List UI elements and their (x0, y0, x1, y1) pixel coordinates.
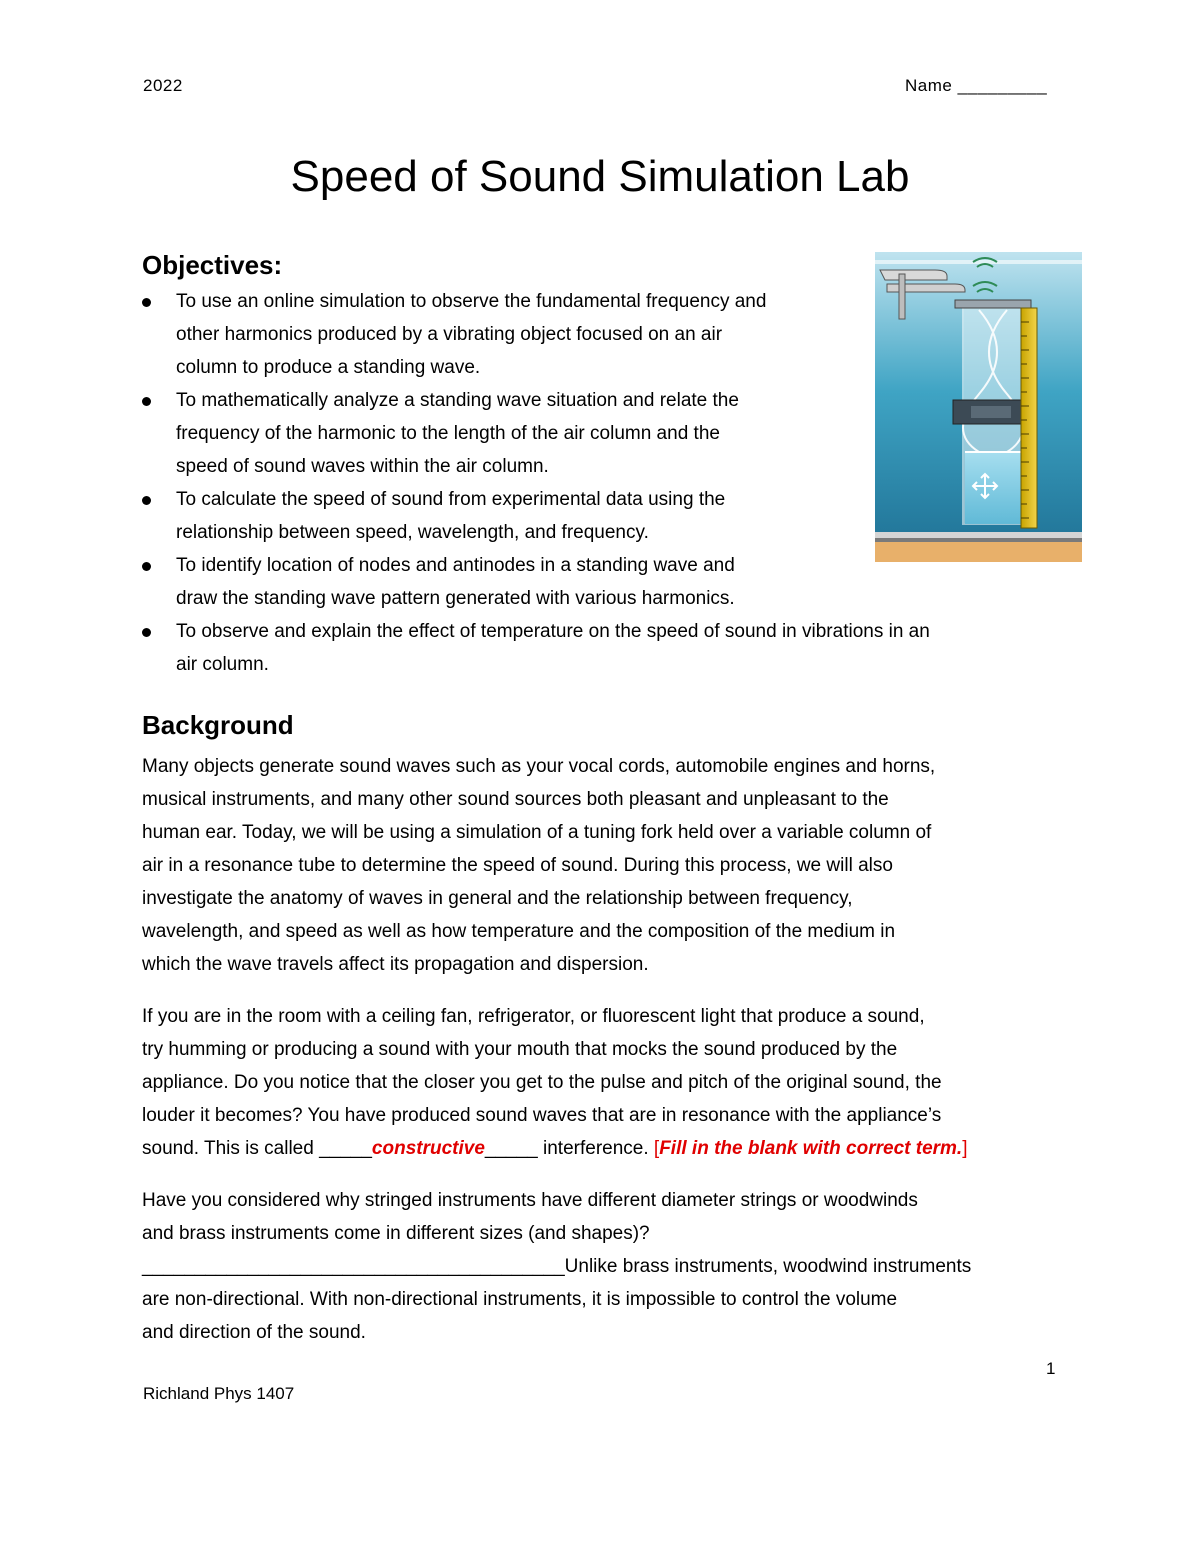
footer-course: Richland Phys 1407 (143, 1384, 295, 1403)
page-number: 1 (1046, 1359, 1056, 1378)
bullet-icon (142, 562, 151, 571)
bullet-icon (142, 298, 151, 307)
objective-item: To mathematically analyze a standing wave situation and relate the frequency of the harmonic to the length of the air column and the speed of sound waves within the air column. (176, 384, 739, 483)
background-paragraph-1: Many objects generate sound waves such as your vocal cords, automobile engines and horns, musical instruments, and many other sound sources both pleasant and unpleasant to the human ear. Today, we will be using a simulation of a tuning fork held over a variable column of air in a resonance tube to determine the speed of sound. During this process, we will also investigate the anatomy of waves in general and the relationship between frequency, wavelength, and speed as well as how temperature and the composition of the medium in which the wave travels affect its propagation and dispersion. (142, 756, 936, 975)
header-name-field: Name _________ (905, 76, 1048, 95)
objective-item: To observe and explain the effect of temperature on the speed of sound in vibrations in an air column. (176, 615, 930, 681)
objectives-heading: Objectives: (142, 250, 283, 280)
background-paragraph-2: If you are in the room with a ceiling fan, refrigerator, or fluorescent light that produce a sound, try humming or producing a sound with your mouth that mocks the sound produced by the appliance. Do you notice that the closer you get to the pulse and pitch of the original sound, the louder it becomes? You have produced sound waves that are in resonance with the appliance’s sound. This is called _____constructive_____ interference. [Fill in the blank with correct term.] (142, 1000, 1062, 1165)
blank-answer: constructive (371, 1138, 485, 1159)
fill-instruction: Fill in the blank with correct term. (659, 1138, 963, 1159)
header-year: 2022 (143, 76, 183, 95)
bullet-icon (142, 397, 151, 406)
resonance-tube-simulation-image (875, 252, 1082, 562)
bullet-icon (142, 496, 151, 505)
objective-item: To identify location of nodes and antinodes in a standing wave and draw the standing wave pattern generated with various harmonics. (176, 549, 735, 615)
objective-item: To use an online simulation to observe the fundamental frequency and other harmonics produced by a vibrating object focused on an air column to produce a standing wave. (176, 285, 766, 384)
objective-item: To calculate the speed of sound from experimental data using the relationship between speed, wavelength, and frequency. (176, 483, 725, 549)
page-title: Speed of Sound Simulation Lab (290, 152, 910, 201)
bullet-icon (142, 628, 151, 637)
background-heading: Background (142, 710, 294, 740)
fill-in-blank-line: sound. This is called _____constructive_____ interference. [Fill in the blank with correct term.] (142, 1138, 968, 1159)
background-paragraph-3: Have you considered why stringed instruments have different diameter strings or woodwinds and brass instruments come in different sizes (and shapes)? ________________________________________Unlike brass instruments, woodwind instruments are non-directional. With non-directional instruments, it is impossible to control the volume and direction of the sound. (142, 1190, 972, 1343)
